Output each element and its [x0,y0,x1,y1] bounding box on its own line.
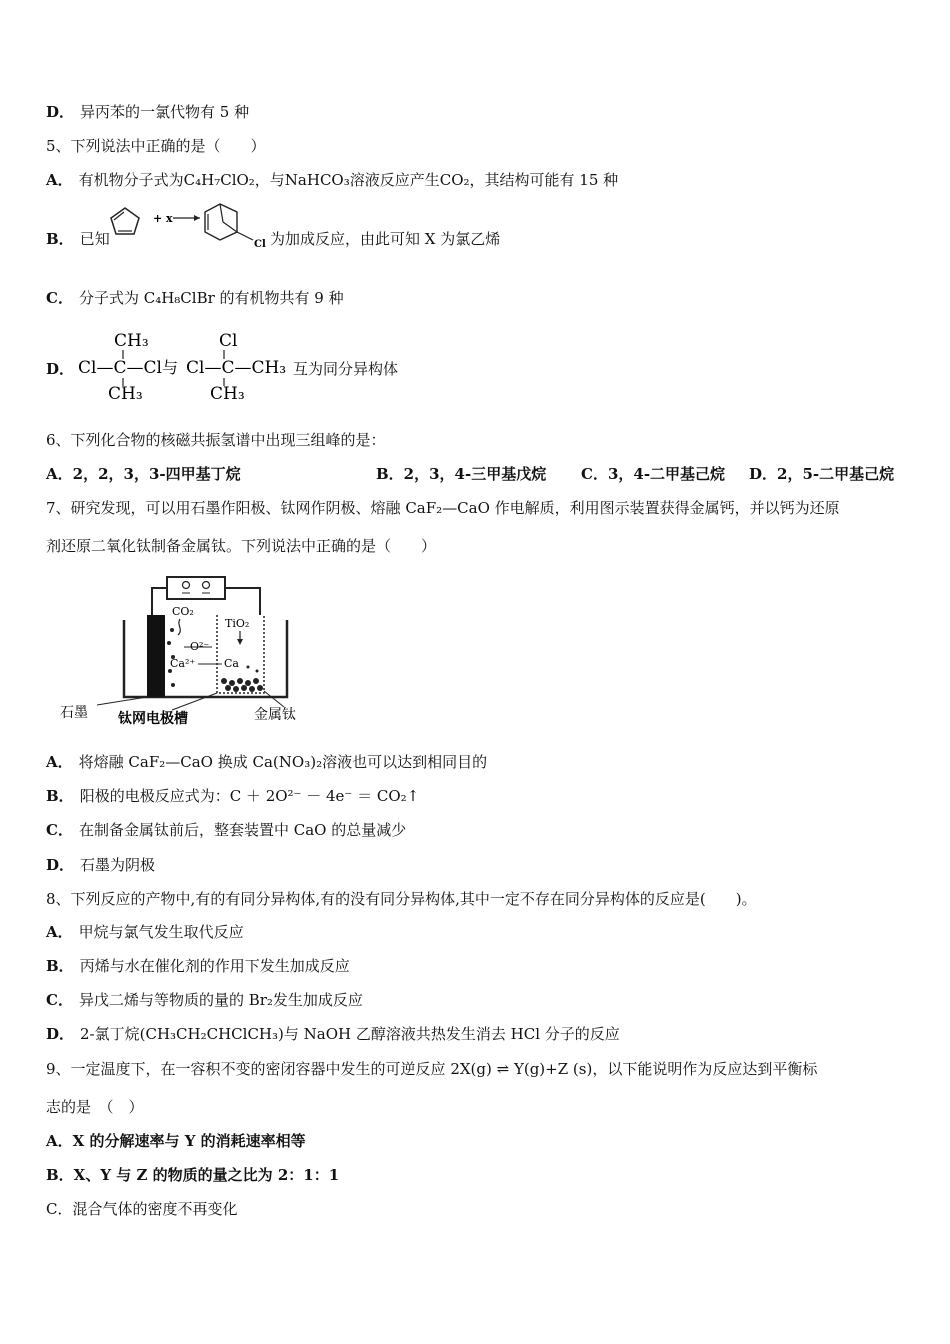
electrolysis-diagram [52,575,342,730]
q5-option-c: C． 分子式为 C₄H₈ClBr 的有机物共有 9 种 [46,289,344,307]
particle [256,670,259,673]
q4-option-d: D． 异丙苯的一氯代物有 5 种 [46,103,250,121]
q5-stem: 5、下列说法中正确的是（ ） [46,137,266,155]
particle [245,680,251,686]
q9-option-c: C．混合气体的密度不再变化 [46,1200,238,1218]
bridge-bond [223,222,237,232]
o2-label: O²⁻ [190,640,210,653]
struct1-mid: Cl—C—Cl [78,358,162,378]
particle [237,678,243,684]
cl-label: Cl [254,239,266,250]
terminal-icon [203,582,210,589]
q6-option-a: A．2，2，3，3-四甲基丁烷 [46,465,241,483]
q9-stem-line2: 志的是 （ ） [46,1098,144,1116]
bridge-bond [220,204,223,222]
q8-option-a: A． 甲烷与氯气发生取代反应 [46,923,244,941]
wire-right [225,588,260,615]
q6-option-b: B．2，3，4-三甲基戊烷 [376,465,547,483]
graphite-label: 石墨 [60,705,88,721]
q9-option-b: B．X、Y 与 Z 的物质的量之比为 2：1：1 [46,1166,340,1184]
q9-option-a: A．X 的分解速率与 Y 的消耗速率相等 [46,1132,306,1150]
q8-option-b: B． 丙烯与水在催化剂的作用下发生加成反应 [46,957,350,975]
particle [241,685,247,691]
particle [249,686,255,692]
q7-option-a: A． 将熔融 CaF₂—CaO 换成 Ca(NO₃)₂溶液也可以达到相同目的 [46,753,488,771]
ca-label: Ca [224,657,239,670]
struct2-bottom: CH₃ [210,384,245,404]
q9-stem-line1: 9、一定温度下，在一容积不变的密闭容器中发生的可逆反应 2X(g) ⇌ Y(g)+Z (s)，以下能说明作为反应达到平衡标 [46,1060,818,1078]
tio2-label: TiO₂ [225,617,250,630]
bubble [170,628,174,632]
q7-option-c: C． 在制备金属钛前后，整套装置中 CaO 的总量减少 [46,821,407,839]
graphite-electrode [147,615,165,697]
q7-option-b: B． 阳极的电极反应式为：C ＋ 2O²⁻ － 4e⁻ ＝ CO₂↑ [46,787,420,805]
q7-stem-line1: 7、研究发现，可以用石墨作阳极、钛网作阴极、熔融 CaF₂—CaO 作电解质，利用图示装置获得金属钙，并以钙为还原 [46,499,840,517]
co2-arrow [178,619,180,635]
q5-d-structures [76,326,291,406]
particle [225,685,231,691]
struct2-top: Cl [219,331,238,351]
particle [221,678,227,684]
q6-option-c: C．3，4-二甲基己烷 [581,465,726,483]
struct2-mid: Cl—C—CH₃ [186,358,287,378]
terminal-icon [183,582,190,589]
tank-label: 钛网电极槽 [118,711,188,727]
struct1-top: CH₃ [114,331,149,351]
q8-stem: 8、下列反应的产物中,有的有同分异构体,有的没有同分异构体,其中一定不存在同分异构体的反应是( )。 [46,890,757,908]
q5-option-d-text: 互为同分异构体 [293,360,399,378]
titanium-label: 金属钛 [254,707,296,723]
particle [247,666,250,669]
tio2-arrowhead [237,639,243,645]
power-supply [167,577,225,599]
particle [257,685,263,691]
bubble [167,641,171,645]
q8-option-c: C． 异戊二烯与等物质的量的 Br₂发生加成反应 [46,991,363,1009]
co2-label: CO₂ [172,605,194,618]
q5-option-b: B． 已知 [46,230,110,248]
q6-option-d: D．2，5-二甲基己烷 [749,465,895,483]
bubble [171,683,175,687]
q7-stem-line2: 剂还原二氧化钛制备金属钛。下列说法中正确的是（ ） [46,537,437,555]
tank-pointer [172,693,217,710]
particle [253,678,259,684]
struct1-bottom: CH₃ [108,384,143,404]
q6-options [46,464,894,484]
cl-bond [237,232,253,240]
titanium-pointer [264,691,284,707]
q7-option-d: D． 石墨为阴极 [46,856,156,874]
plus-x-label: + x [153,212,173,225]
q5-option-a: A． 有机物分子式为C₄H₇ClO₂，与NaHCO₃溶液反应产生CO₂，其结构可能有 15 种 [46,171,619,189]
wire-left [152,588,167,615]
reaction-arrowhead [194,215,200,221]
particle [229,680,235,686]
particle [233,686,239,692]
graphite-pointer [97,697,147,705]
cyclopentadiene-ring [111,208,139,234]
q5-option-d: D． [46,360,75,378]
struct-connector: 与 [162,358,179,377]
diels-alder-scheme [105,200,275,250]
ca2-label: Ca²⁺ [170,657,196,670]
q5-option-b-text: 为加成反应，由此可知 X 为氯乙烯 [270,230,501,248]
q8-option-d: D． 2-氯丁烷(CH₃CH₂CHClCH₃)与 NaOH 乙醇溶液共热发生消去 HCl 分子的反应 [46,1025,620,1043]
q6-stem: 6、下列化合物的核磁共振氢谱中出现三组峰的是： [46,431,386,449]
